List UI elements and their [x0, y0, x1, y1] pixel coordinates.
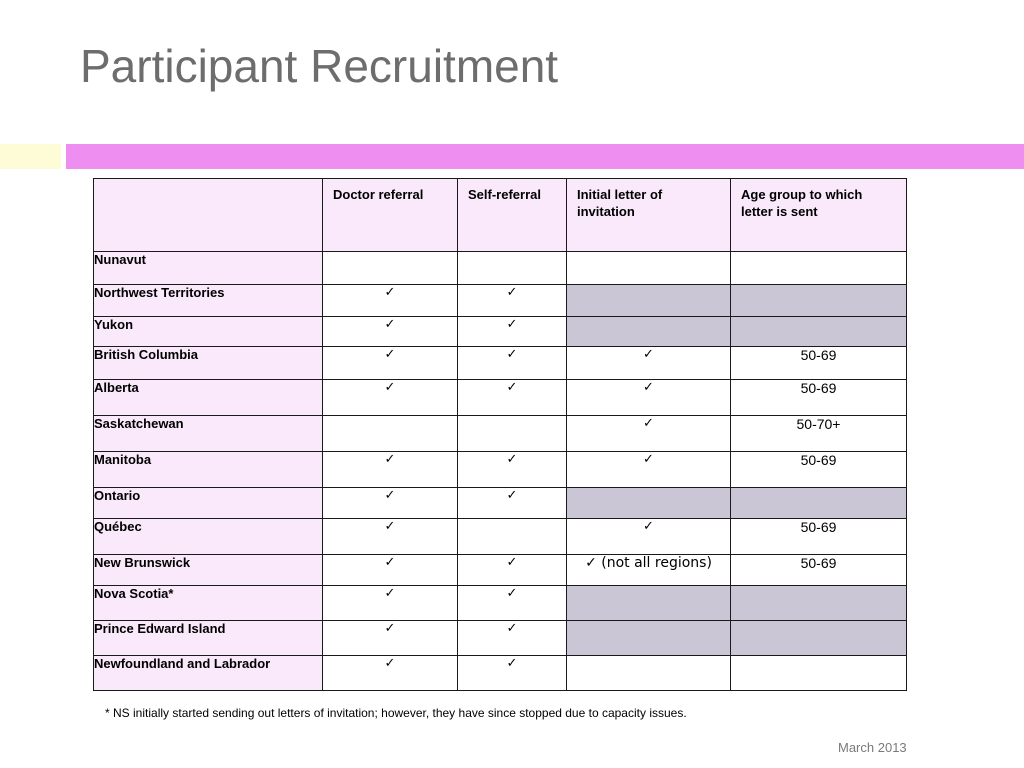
province-cell: Prince Edward Island	[94, 621, 323, 656]
slide-title: Participant Recruitment	[80, 40, 559, 92]
self-check-icon: ✓	[458, 555, 567, 586]
self-cell	[458, 416, 567, 452]
header-doctor-referral: Doctor referral	[323, 179, 458, 252]
age-cell: 50-70+	[731, 416, 907, 452]
doctor-check-icon: ✓	[323, 519, 458, 555]
table-row	[94, 452, 907, 488]
self-check-icon: ✓	[458, 656, 567, 691]
province-cell: Northwest Territories	[94, 285, 323, 317]
letter-cell	[567, 656, 731, 691]
age-cell	[731, 252, 907, 285]
header-age-group: Age group to which letter is sent	[731, 179, 907, 252]
age-cell: 50-69	[731, 347, 907, 380]
age-cell: 50-69	[731, 452, 907, 488]
table-row	[94, 488, 907, 519]
province-cell: Nova Scotia*	[94, 586, 323, 621]
province-cell: Manitoba	[94, 452, 323, 488]
age-cell-na	[731, 621, 907, 656]
age-cell-na	[731, 285, 907, 317]
table-row	[94, 416, 907, 452]
table-row	[94, 656, 907, 691]
doctor-cell	[323, 416, 458, 452]
accent-bar-pink	[66, 144, 1024, 169]
province-cell: British Columbia	[94, 347, 323, 380]
age-cell	[731, 656, 907, 691]
doctor-check-icon: ✓	[323, 621, 458, 656]
self-cell	[458, 519, 567, 555]
doctor-cell	[323, 252, 458, 285]
table-row	[94, 252, 907, 285]
province-cell: Alberta	[94, 380, 323, 416]
age-cell: 50-69	[731, 380, 907, 416]
letter-check-icon: ✓	[567, 452, 731, 488]
self-check-icon: ✓	[458, 317, 567, 347]
age-cell: 50-69	[731, 519, 907, 555]
self-check-icon: ✓	[458, 380, 567, 416]
self-check-icon: ✓	[458, 621, 567, 656]
letter-check-icon: ✓	[567, 347, 731, 380]
province-cell: Newfoundland and Labrador	[94, 656, 323, 691]
letter-check-icon: ✓	[567, 416, 731, 452]
table-row	[94, 621, 907, 656]
letter-cell-na	[567, 621, 731, 656]
self-cell	[458, 252, 567, 285]
letter-cell-na	[567, 285, 731, 317]
table-row	[94, 555, 907, 586]
table-row	[94, 285, 907, 317]
province-cell: Saskatchewan	[94, 416, 323, 452]
letter-cell-na	[567, 586, 731, 621]
doctor-check-icon: ✓	[323, 452, 458, 488]
accent-bar-yellow	[0, 144, 61, 169]
letter-cell	[567, 252, 731, 285]
header-self-referral: Self-referral	[458, 179, 567, 252]
letter-cell-na	[567, 488, 731, 519]
self-check-icon: ✓	[458, 347, 567, 380]
doctor-check-icon: ✓	[323, 488, 458, 519]
letter-partial-cell: ✓ (not all regions)	[567, 555, 731, 586]
self-check-icon: ✓	[458, 488, 567, 519]
doctor-check-icon: ✓	[323, 586, 458, 621]
letter-cell-na	[567, 317, 731, 347]
self-check-icon: ✓	[458, 285, 567, 317]
table-row	[94, 586, 907, 621]
table-row	[94, 317, 907, 347]
self-check-icon: ✓	[458, 452, 567, 488]
table-row	[94, 519, 907, 555]
province-cell: Nunavut	[94, 252, 323, 285]
age-cell-na	[731, 317, 907, 347]
slide-date: March 2013	[838, 740, 907, 755]
doctor-check-icon: ✓	[323, 285, 458, 317]
doctor-check-icon: ✓	[323, 380, 458, 416]
doctor-check-icon: ✓	[323, 656, 458, 691]
table-row	[94, 347, 907, 380]
age-cell: 50-69	[731, 555, 907, 586]
footnote: * NS initially started sending out letters of invitation; however, they have since stopped due to capacity issues.	[105, 706, 687, 720]
table-row	[94, 380, 907, 416]
doctor-check-icon: ✓	[323, 317, 458, 347]
province-cell: Ontario	[94, 488, 323, 519]
letter-check-icon: ✓	[567, 380, 731, 416]
header-row	[94, 179, 907, 252]
letter-check-icon: ✓	[567, 519, 731, 555]
doctor-check-icon: ✓	[323, 555, 458, 586]
province-cell: Québec	[94, 519, 323, 555]
age-cell-na	[731, 488, 907, 519]
self-check-icon: ✓	[458, 586, 567, 621]
header-initial-letter: Initial letter of invitation	[567, 179, 731, 252]
age-cell-na	[731, 586, 907, 621]
recruitment-table	[93, 178, 907, 691]
province-cell: Yukon	[94, 317, 323, 347]
header-province	[94, 179, 323, 252]
province-cell: New Brunswick	[94, 555, 323, 586]
doctor-check-icon: ✓	[323, 347, 458, 380]
